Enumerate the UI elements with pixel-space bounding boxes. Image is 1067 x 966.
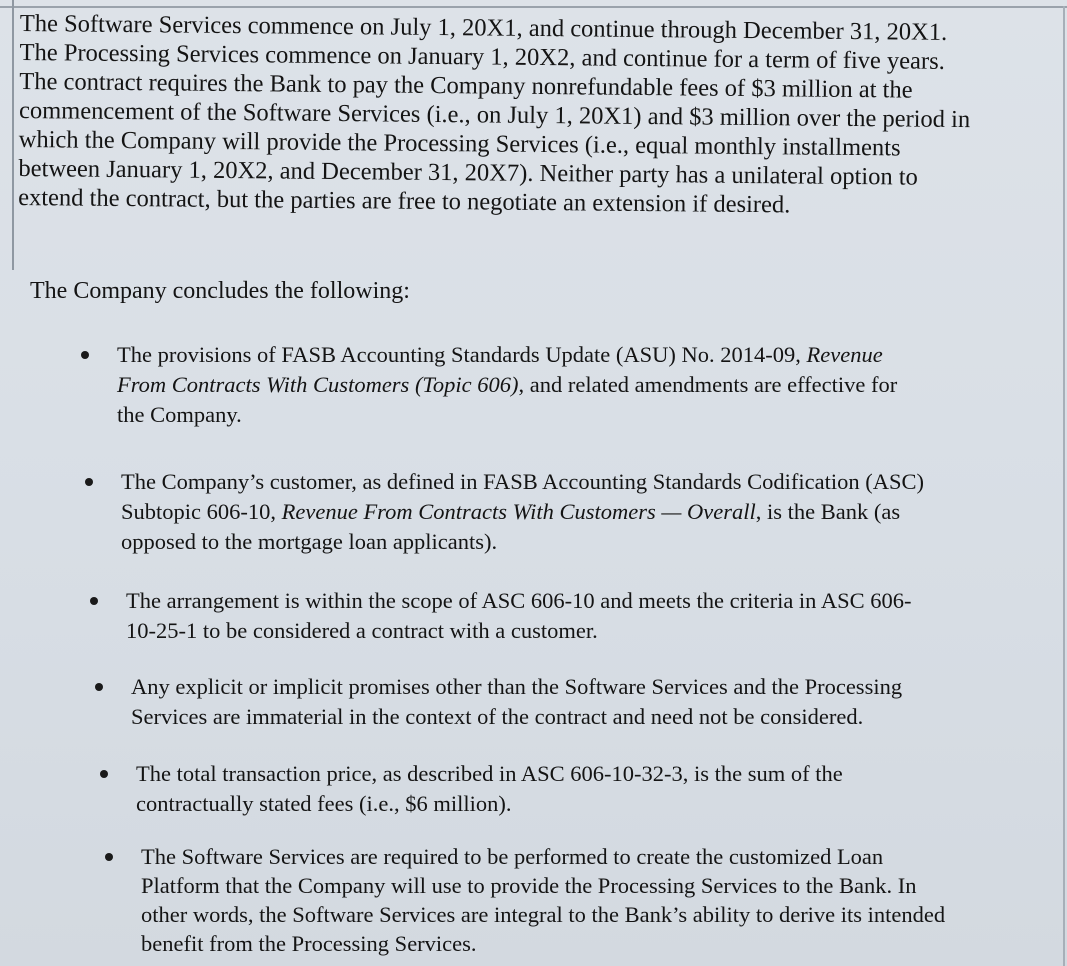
conclusion-text	[117, 340, 1057, 430]
conclusion-line	[136, 789, 1067, 819]
text-run: The total transaction price, as described in ASC 606-10-32-3, is the sum of the	[136, 761, 843, 786]
text-run: the Company.	[117, 402, 242, 427]
text-run: 10-25-1 to be considered a contract with a customer.	[126, 618, 598, 643]
intro-line: The contract requires the Bank to pay the Company nonrefundable fees of $3 million at the	[19, 67, 913, 104]
intro-line: commencement of the Software Services (i.e., on July 1, 20X1) and $3 million over the period in	[18, 96, 971, 134]
conclusion-text	[126, 586, 1066, 646]
intro-line: between January 1, 20X2, and December 31, 20X7). Neither party has a unilateral option to	[18, 154, 918, 191]
bullet-dot	[85, 478, 93, 486]
conclusion-line	[121, 527, 1061, 557]
bullet-dot	[90, 597, 98, 605]
concludes-heading: The Company concludes the following:	[30, 278, 410, 304]
text-run: Services are immaterial in the context of the contract and need not be considered.	[131, 704, 864, 729]
text-run: Any explicit or implicit promises other than the Software Services and the Processing	[131, 674, 903, 699]
conclusion-item	[136, 759, 1067, 819]
conclusion-line	[126, 586, 1066, 616]
italic-run: From Contracts With Customers (Topic 606)	[117, 372, 519, 397]
conclusion-text	[141, 842, 1067, 958]
left-border	[12, 0, 14, 270]
conclusion-line	[131, 672, 1067, 702]
conclusion-line	[141, 842, 1067, 871]
top-border	[0, 6, 1067, 8]
conclusion-line	[121, 467, 1061, 497]
bullet-dot	[100, 770, 108, 778]
text-run: contractually stated fees (i.e., $6 million).	[136, 791, 512, 816]
text-run: The Software Services are required to be performed to create the customized Loan	[141, 844, 884, 869]
bullet-dot	[105, 853, 113, 861]
conclusion-item	[126, 586, 1066, 646]
text-run: , is the Bank (as	[755, 499, 901, 524]
text-run: The arrangement is within the scope of ASC 606-10 and meets the criteria in ASC 606-	[126, 588, 912, 613]
conclusion-text	[131, 672, 1067, 732]
conclusion-text	[136, 759, 1067, 819]
conclusion-item	[121, 467, 1061, 557]
italic-run: Revenue	[806, 342, 883, 367]
conclusion-line	[117, 340, 1057, 370]
conclusion-line	[121, 497, 1061, 527]
text-run: other words, the Software Services are integral to the Bank’s ability to derive its intended	[141, 902, 946, 927]
italic-run: Revenue From Contracts With Customers — Overall	[281, 499, 756, 524]
conclusion-line	[141, 929, 1067, 958]
text-run: opposed to the mortgage loan applicants).	[121, 529, 498, 554]
intro-line: The Processing Services commence on January 1, 20X2, and continue for a term of five years.	[19, 38, 945, 75]
conclusion-line	[117, 370, 1057, 400]
conclusion-item	[117, 340, 1057, 430]
text-run: , and related amendments are effective for	[518, 372, 898, 397]
bullet-dot	[81, 351, 89, 359]
conclusion-line	[136, 759, 1067, 789]
intro-line: extend the contract, but the parties are free to negotiate an extension if desired.	[18, 183, 791, 219]
text-run: The Company’s customer, as defined in FASB Accounting Standards Codification (ASC)	[121, 469, 924, 494]
text-run: Platform that the Company will use to provide the Processing Services to the Bank. In	[141, 873, 917, 898]
conclusion-line	[141, 871, 1067, 900]
conclusion-line	[131, 702, 1067, 732]
intro-paragraph	[18, 9, 1065, 222]
conclusion-item	[141, 842, 1067, 958]
text-run: Subtopic 606-10,	[121, 499, 282, 524]
text-run: The provisions of FASB Accounting Standards Update (ASU) No. 2014-09,	[117, 342, 807, 367]
conclusion-line	[117, 400, 1057, 430]
intro-line: which the Company will provide the Processing Services (i.e., equal monthly installments	[18, 125, 901, 162]
conclusion-line	[141, 900, 1067, 929]
conclusion-text	[121, 467, 1061, 557]
intro-line: The Software Services commence on July 1, 20X1, and continue through December 31, 20X1.	[19, 9, 948, 46]
conclusion-item	[131, 672, 1067, 732]
conclusion-line	[126, 616, 1066, 646]
bullet-dot	[95, 683, 103, 691]
text-run: benefit from the Processing Services.	[141, 931, 477, 956]
